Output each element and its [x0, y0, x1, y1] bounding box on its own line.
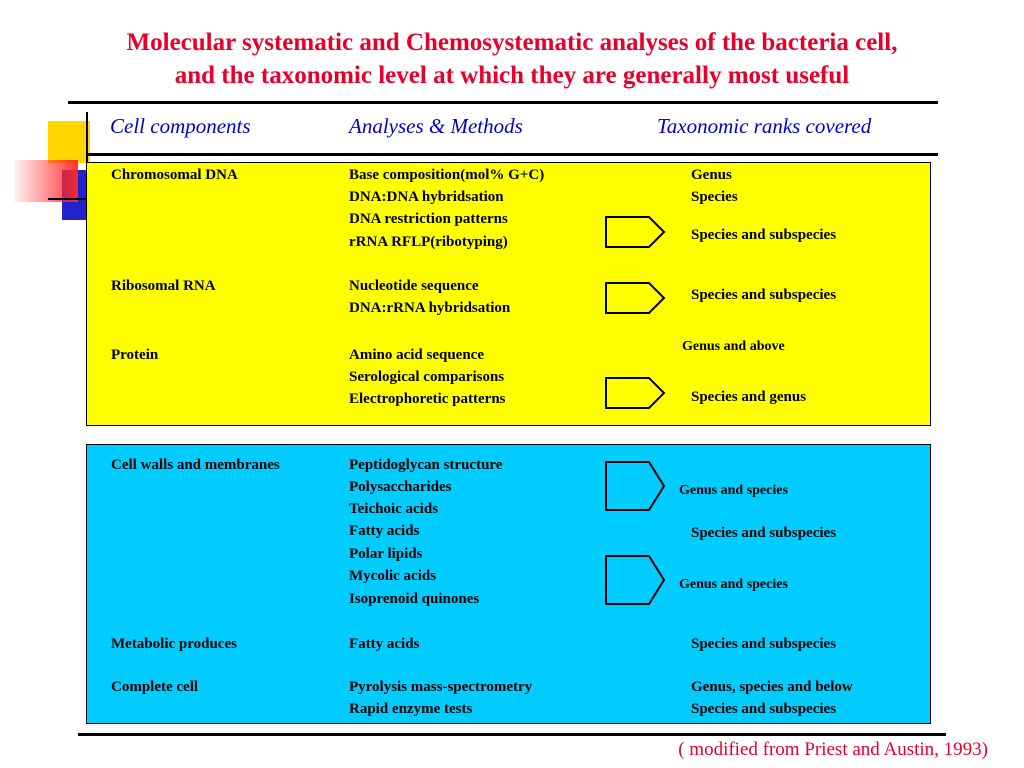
component-chromosomal-dna: Chromosomal DNA — [111, 167, 238, 183]
pentagon-arrow-icon — [605, 282, 665, 314]
component-ribosomal-rna: Ribosomal RNA — [111, 278, 216, 294]
component-protein: Protein — [111, 347, 159, 363]
header-rule — [86, 153, 938, 156]
method-fatty-acids: Fatty acids — [349, 523, 420, 539]
method-fatty-acids-metabolic: Fatty acids — [349, 636, 420, 652]
method-dna-rrna-hybridsation: DNA:rRNA hybridsation — [349, 300, 511, 316]
rank-species-and-subspecies-cellwall: Species and subspecies — [691, 525, 837, 541]
method-mycolic-acids: Mycolic acids — [349, 568, 437, 584]
rank-species-and-subspecies-metabolic: Species and subspecies — [691, 636, 837, 652]
bottom-rule — [78, 733, 946, 736]
pentagon-arrow-icon — [605, 461, 665, 511]
method-polysaccharides: Polysaccharides — [349, 479, 452, 495]
rank-genus-species-and-below: Genus, species and below — [691, 679, 853, 695]
title-line-2: and the taxonomic level at which they are generally most useful — [174, 62, 850, 89]
method-base-composition: Base composition(mol% G+C) — [349, 167, 545, 183]
pentagon-arrow-icon — [605, 555, 665, 605]
method-serological-comparisons: Serological comparisons — [349, 369, 505, 385]
header-analyses-methods: Analyses & Methods — [349, 114, 523, 138]
rank-species-and-genus: Species and genus — [691, 389, 807, 405]
method-pyrolysis-mass-spectrometry: Pyrolysis mass-spectrometry — [349, 679, 533, 695]
rank-species-and-subspecies-dna: Species and subspecies — [691, 227, 837, 243]
rank-species: Species — [691, 189, 738, 205]
top-rule — [68, 101, 938, 104]
source-citation: ( modified from Priest and Austin, 1993) — [678, 739, 988, 760]
title-line-1: Molecular systematic and Chemosystematic analyses of the bacteria cell, — [126, 29, 898, 56]
method-dna-restriction-patterns: DNA restriction patterns — [349, 211, 508, 227]
decor-yellow-square — [48, 121, 90, 163]
component-cell-walls-membranes: Cell walls and membranes — [111, 457, 280, 473]
header-taxonomic-ranks: Taxonomic ranks covered — [657, 114, 872, 138]
pentagon-arrow-icon — [605, 216, 665, 248]
rank-species-and-subspecies-enzyme: Species and subspecies — [691, 701, 837, 717]
pentagon-arrow-icon — [605, 377, 665, 409]
method-rapid-enzyme-tests: Rapid enzyme tests — [349, 701, 473, 717]
rank-genus-and-species-2: Genus and species — [679, 577, 788, 592]
slide-title — [0, 26, 1024, 92]
component-complete-cell: Complete cell — [111, 679, 199, 695]
method-dna-dna-hybridsation: DNA:DNA hybridsation — [349, 189, 504, 205]
rank-genus-and-above: Genus and above — [682, 339, 785, 354]
method-electrophoretic-patterns: Electrophoretic patterns — [349, 391, 506, 407]
method-teichoic-acids: Teichoic acids — [349, 501, 439, 517]
rank-genus: Genus — [691, 167, 732, 183]
rank-genus-and-species-1: Genus and species — [679, 483, 788, 498]
component-metabolic-produces: Metabolic produces — [111, 636, 237, 652]
method-rrna-rflp: rRNA RFLP(ribotyping) — [349, 234, 508, 250]
method-polar-lipids: Polar lipids — [349, 546, 423, 562]
method-amino-acid-sequence: Amino acid sequence — [349, 347, 484, 363]
method-peptidoglycan-structure: Peptidoglycan structure — [349, 457, 503, 473]
decor-red-gradient — [14, 160, 78, 202]
header-cell-components: Cell components — [110, 114, 251, 138]
method-isoprenoid-quinones: Isoprenoid quinones — [349, 591, 480, 607]
rank-species-and-subspecies-rrna: Species and subspecies — [691, 287, 837, 303]
method-nucleotide-sequence: Nucleotide sequence — [349, 278, 479, 294]
